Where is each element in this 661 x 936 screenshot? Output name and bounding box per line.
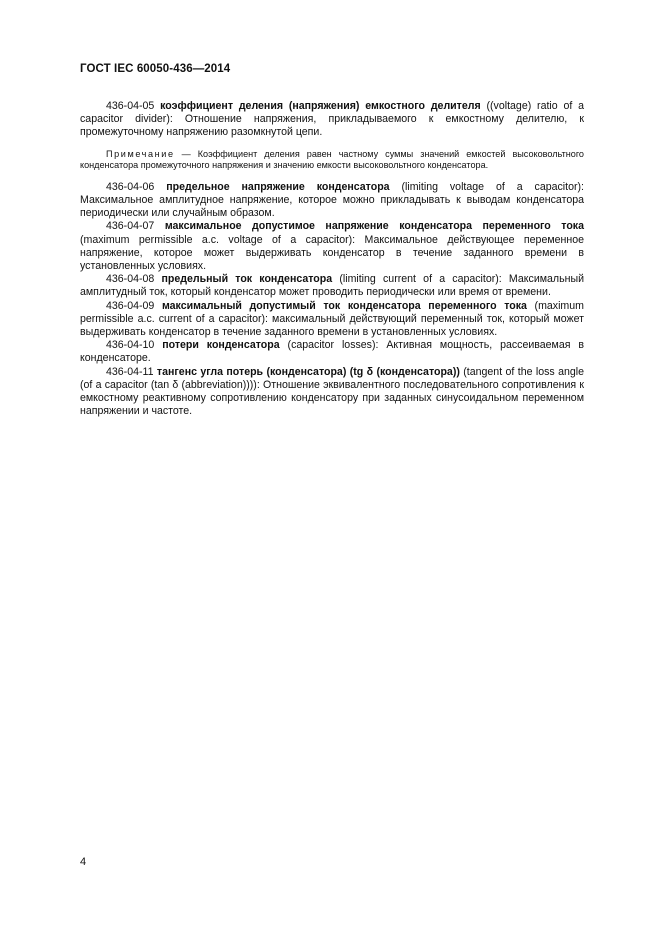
entry-definition: ((voltage) ratio of a capacitor divider): Отношение напряжения, прикладываемого к емкостному делителю, к промежуточному напряжению разомкнутой цепи. — [80, 100, 584, 139]
document-header: ГОСТ IEC 60050-436—2014 — [80, 63, 231, 75]
entry-definition: (limiting voltage of a capacitor): Максимальное амплитудное напряжение, которое можно прикладывать к выводам конденсатора периодически или случайным образом. — [80, 180, 584, 220]
entry-term: потери конденсатора — [162, 339, 280, 352]
entry-term: коэффициент деления (напряжения) емкостного делителя — [160, 100, 481, 112]
note — [80, 149, 584, 172]
entry-term: предельное напряжение конденсатора — [166, 180, 390, 193]
entry-definition: (limiting current of a capacitor): Максимальный амплитудный ток, который конденсатор может проводить периодически или время от времени. — [80, 273, 584, 299]
entry-definition: (maximum permissible a.c. voltage of a capacitor): Максимальное действующее переменное напряжение, которое может выдерживать конденсатор в течение заданного времени в установленных условиях. — [80, 233, 584, 273]
entry-definition: (maximum permissible a.c. current of a capacitor): максимальный действующий переменный ток, который может выдерживать конденсатор в течение заданного времени в установленных условиях. — [80, 299, 584, 339]
entry-436-04-07 — [80, 220, 584, 273]
entry-term: максимальный допустимый ток конденсатора переменного тока — [161, 299, 527, 312]
entry-code: 436-04-05 — [106, 100, 155, 112]
page-number: 4 — [80, 856, 87, 868]
entry-code: 436-04-07 — [106, 220, 155, 233]
entry-definition: (tangent of the loss angle (of a capacitor (tan δ (abbreviation)))): Отношение эквивалентного последовательного сопротивления к емкостному реактивному сопротивлению конденсатору при заданных синусоидальном переменном напряжении и частоте. — [80, 365, 584, 418]
entry-term: максимальное допустимое напряжение конденсатора переменного тока — [164, 220, 584, 233]
note-label: Примечание — [106, 148, 175, 159]
document-body — [80, 100, 584, 418]
entry-code: 436-04-06 — [106, 180, 155, 193]
note-text: — Коэффициент деления равен частному суммы значений емкостей высоковольтного конденсатора промежуточного напряжения и значению емкости высоковольтного конденсатора. — [80, 148, 584, 171]
entry-code: 436-04-08 — [106, 273, 155, 286]
entry-436-04-06 — [80, 181, 584, 221]
entry-436-04-11 — [80, 366, 584, 419]
entry-code: 436-04-10 — [106, 339, 155, 352]
entry-term: тангенс угла потерь (конденсатора) (tg δ (конденсатора)) — [156, 365, 460, 378]
entry-definition: (capacitor losses): Активная мощность, рассеиваемая в конденсаторе. — [80, 339, 584, 365]
entry-436-04-08 — [80, 273, 584, 299]
entry-436-04-10 — [80, 339, 584, 365]
entry-term: предельный ток конденсатора — [161, 273, 333, 286]
entry-436-04-05 — [80, 100, 584, 140]
entry-code: 436-04-09 — [106, 299, 155, 312]
entry-code: 436-04-11 — [106, 365, 154, 378]
entry-436-04-09 — [80, 300, 584, 340]
